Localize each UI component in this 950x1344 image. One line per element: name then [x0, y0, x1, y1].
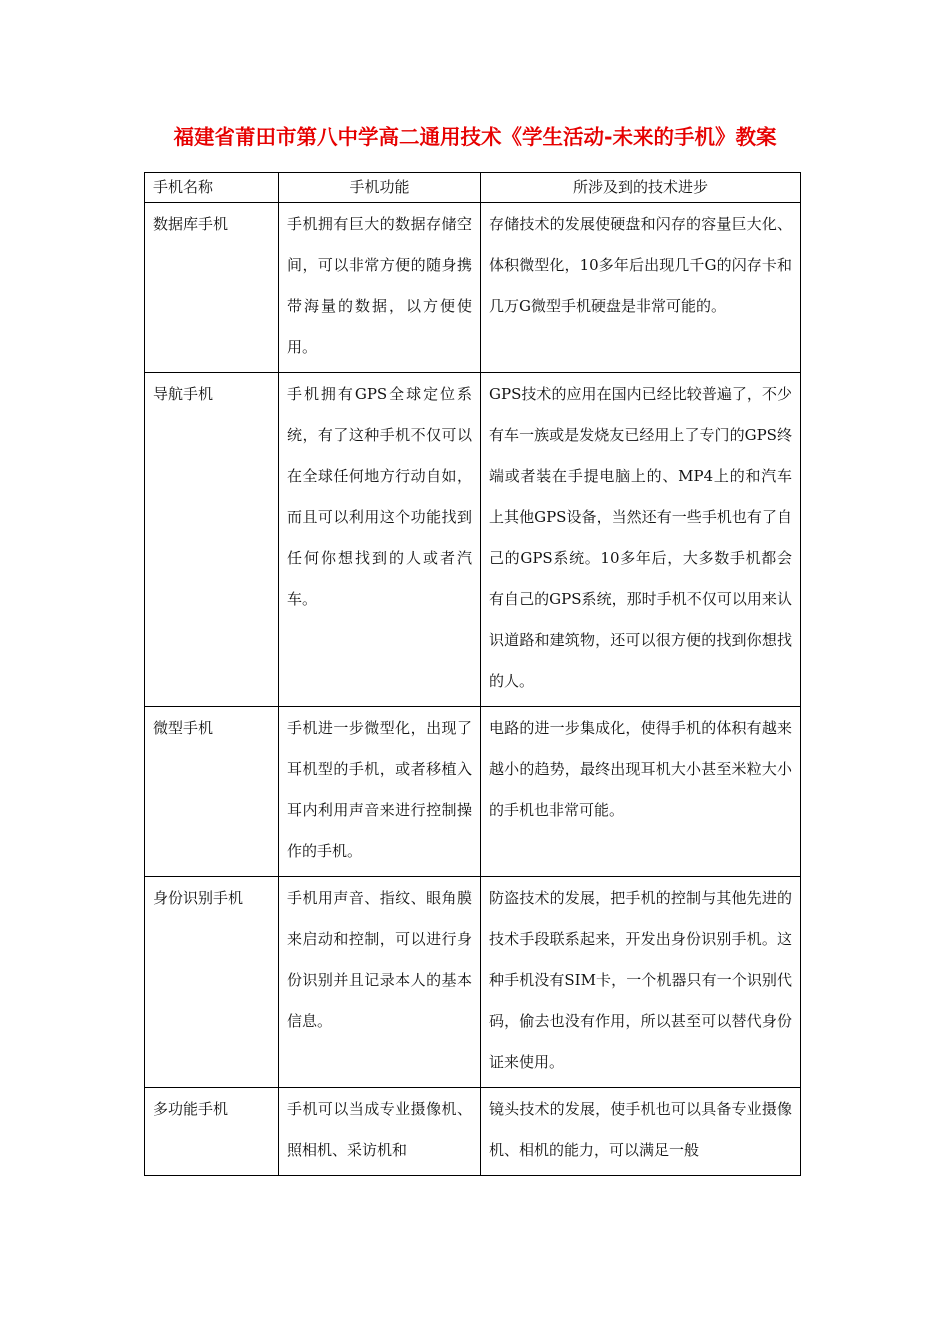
- phone-function-cell: 手机拥有GPS全球定位系统，有了这种手机不仅可以在全球任何地方行动自如，而且可以利用这个功能找到任何你想找到的人或者汽车。: [279, 373, 481, 707]
- tech-progress-cell: 防盗技术的发展，把手机的控制与其他先进的技术手段联系起来，开发出身份识别手机。这种手机没有SIM卡，一个机器只有一个识别代码，偷去也没有作用，所以甚至可以替代身份证来使用。: [481, 877, 801, 1088]
- tech-progress-cell: 镜头技术的发展，使手机也可以具备专业摄像机、相机的能力，可以满足一般: [481, 1088, 801, 1176]
- phone-name-cell: 身份识别手机: [145, 877, 279, 1088]
- table-row: [145, 707, 801, 877]
- phone-function-cell: 手机用声音、指纹、眼角膜来启动和控制，可以进行身份识别并且记录本人的基本信息。: [279, 877, 481, 1088]
- phone-name-cell: 数据库手机: [145, 203, 279, 373]
- phone-function-cell: 手机拥有巨大的数据存储空间，可以非常方便的随身携带海量的数据，以方便使用。: [279, 203, 481, 373]
- header-phone-function: 手机功能: [279, 173, 481, 203]
- table-row: [145, 373, 801, 707]
- table-header-row: [145, 173, 801, 203]
- header-tech-progress: 所涉及到的技术进步: [481, 173, 801, 203]
- phone-name-cell: 微型手机: [145, 707, 279, 877]
- tech-progress-cell: 存储技术的发展使硬盘和闪存的容量巨大化、体积微型化，10多年后出现几千G的闪存卡和几万G微型手机硬盘是非常可能的。: [481, 203, 801, 373]
- table-row: [145, 1088, 801, 1176]
- table-row: [145, 877, 801, 1088]
- phone-function-cell: 手机进一步微型化，出现了耳机型的手机，或者移植入耳内利用声音来进行控制操作的手机。: [279, 707, 481, 877]
- phone-table: [144, 172, 801, 1176]
- header-phone-name: 手机名称: [145, 173, 279, 203]
- phone-name-cell: 多功能手机: [145, 1088, 279, 1176]
- tech-progress-cell: GPS技术的应用在国内已经比较普遍了，不少有车一族或是发烧友已经用上了专门的GPS终端或者装在手提电脑上的、MP4上的和汽车上其他GPS设备，当然还有一些手机也有了自己的GPS系统。10多年后，大多数手机都会有自己的GPS系统，那时手机不仅可以用来认识道路和建筑物，还可以很方便的找到你想找的人。: [481, 373, 801, 707]
- tech-progress-cell: 电路的进一步集成化，使得手机的体积有越来越小的趋势，最终出现耳机大小甚至米粒大小的手机也非常可能。: [481, 707, 801, 877]
- table-row: [145, 203, 801, 373]
- document-title: 福建省莆田市第八中学高二通用技术《学生活动-未来的手机》教案: [173, 125, 777, 149]
- phone-name-cell: 导航手机: [145, 373, 279, 707]
- phone-function-cell: 手机可以当成专业摄像机、照相机、采访机和: [279, 1088, 481, 1176]
